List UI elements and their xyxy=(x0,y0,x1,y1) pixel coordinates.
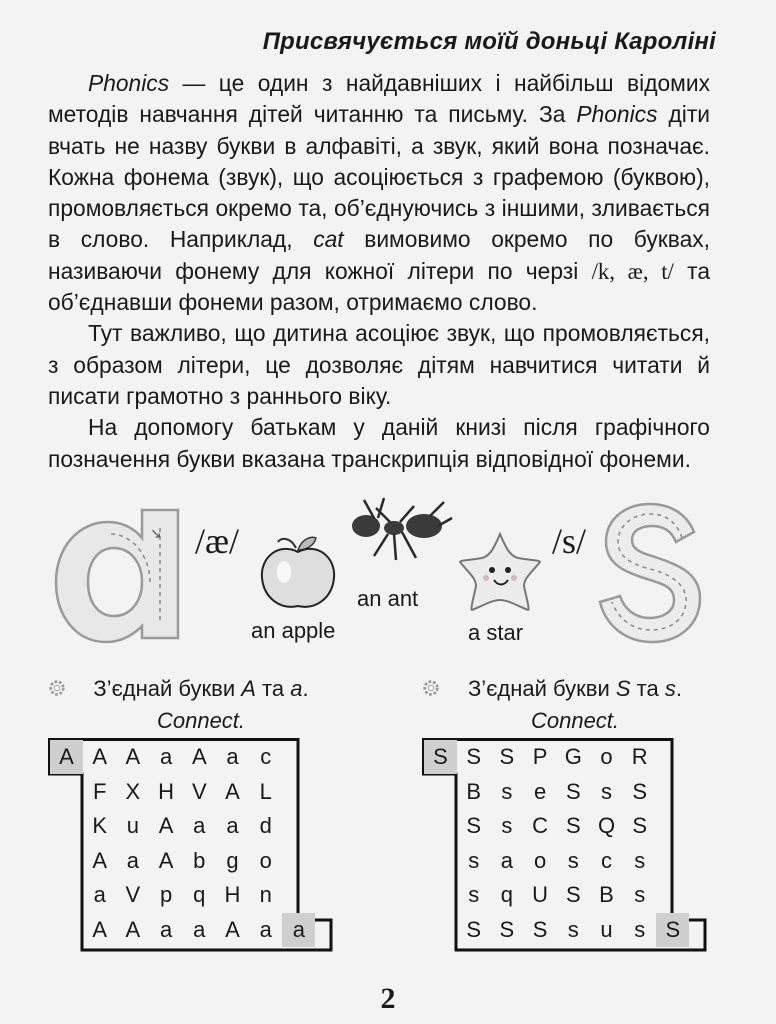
phonics-term: Phonics xyxy=(88,70,170,96)
grid-cell[interactable]: a xyxy=(259,916,272,942)
grid-cell[interactable]: V xyxy=(191,778,207,804)
grid-cell[interactable]: H xyxy=(224,882,241,907)
intro-text xyxy=(48,68,710,475)
grid-cell[interactable]: S xyxy=(565,778,581,804)
grid-cell[interactable]: S xyxy=(532,916,548,942)
phonics-term: Phonics xyxy=(576,101,658,128)
grid-cell[interactable]: s xyxy=(567,847,579,873)
grid-cell[interactable]: F xyxy=(92,778,107,804)
grid-cell[interactable]: s xyxy=(501,813,513,838)
grid-cell[interactable]: s xyxy=(567,916,579,942)
grid-cell[interactable]: c xyxy=(601,847,612,873)
grid-cell[interactable]: a xyxy=(226,813,239,838)
grid-cell[interactable]: A xyxy=(225,778,240,804)
p1-text-h: та об’єднавши фонеми разом, отримаємо слово. xyxy=(48,257,711,316)
grid-cell[interactable]: Q xyxy=(597,813,616,838)
task-right-letter1: S xyxy=(615,676,631,701)
grid-cell[interactable]: s xyxy=(468,882,480,907)
grid-cell[interactable]: s xyxy=(634,882,646,907)
grid-cell[interactable]: S xyxy=(499,744,515,769)
p1-text-f: вимовимо окремо по буквах, називаючи фонему для кожної літери по черзі xyxy=(48,226,711,284)
grid-cell[interactable]: A xyxy=(50,740,83,774)
grid-cell[interactable]: P xyxy=(532,744,548,769)
grid-cell[interactable]: a xyxy=(193,813,206,838)
grid-cell[interactable]: n xyxy=(259,882,272,907)
phoneme-a: /æ/ xyxy=(195,521,240,561)
letter-a-tracing-icon xyxy=(50,498,190,648)
grid-cell[interactable]: c xyxy=(260,744,272,769)
task-left xyxy=(76,676,326,734)
grid-cell[interactable]: e xyxy=(533,778,547,804)
example-word: cat xyxy=(313,226,344,253)
grid-cell[interactable]: p xyxy=(159,882,173,907)
grid-cell[interactable]: o xyxy=(600,744,613,769)
grid-cell[interactable]: q xyxy=(193,882,206,907)
letter-grid-a xyxy=(48,738,333,952)
grid-cell[interactable]: A xyxy=(158,847,174,873)
grid-cell[interactable]: a xyxy=(226,744,239,769)
illustration-row xyxy=(0,490,776,670)
grid-cell[interactable]: S xyxy=(466,916,482,942)
grid-cell[interactable]: u xyxy=(126,813,140,838)
grid-cell[interactable]: B xyxy=(599,882,614,907)
grid-cell[interactable]: d xyxy=(259,813,272,838)
grid-cell[interactable]: B xyxy=(466,778,482,804)
grid-cell[interactable]: S xyxy=(499,916,515,942)
ant-icon xyxy=(344,496,454,566)
task-right-connect: Connect. xyxy=(530,708,620,733)
page-number: 2 xyxy=(380,982,396,1015)
task-right-prefix: З’єднай букви xyxy=(468,676,616,701)
grid-cell[interactable]: s xyxy=(501,778,513,804)
grid-cell[interactable]: L xyxy=(259,778,272,804)
task-left-prefix: З’єднай букви xyxy=(93,676,242,701)
gear-bullet-icon xyxy=(422,679,440,697)
grid-cell[interactable]: S xyxy=(466,813,482,838)
grid-cell[interactable]: g xyxy=(226,847,239,873)
task-left-letter1: A xyxy=(241,676,256,701)
grid-cell[interactable]: A xyxy=(92,847,108,873)
grid-cell[interactable]: V xyxy=(125,882,141,907)
grid-cell[interactable]: H xyxy=(158,778,175,804)
grid-cell[interactable]: C xyxy=(532,813,549,838)
label-ant: an ant xyxy=(357,586,419,611)
grid-cell[interactable]: s xyxy=(601,778,612,804)
grid-cell[interactable]: q xyxy=(500,882,514,907)
grid-cell[interactable]: S xyxy=(632,778,648,804)
grid-cell[interactable]: A xyxy=(92,916,108,942)
paragraph-3: На допомогу батькам у даній книзі після графічного позначення букви вказана транскрипція відповідної фонеми. xyxy=(48,414,710,472)
grid-cell[interactable]: s xyxy=(634,847,646,873)
grid-cell[interactable]: s xyxy=(468,847,480,873)
task-left-suffix: . xyxy=(302,676,309,701)
grid-cell[interactable]: A xyxy=(125,744,141,769)
svg-text:↘: ↘ xyxy=(150,525,162,541)
grid-cell[interactable]: S xyxy=(466,744,482,769)
phoneme-s: /s/ xyxy=(552,521,587,561)
grid-cell[interactable]: a xyxy=(93,882,106,907)
task-right xyxy=(450,676,700,734)
grid-cell[interactable]: K xyxy=(92,813,108,838)
grid-cell[interactable]: s xyxy=(634,916,646,942)
grid-cell[interactable]: o xyxy=(533,847,547,873)
grid-cell[interactable]: S xyxy=(632,813,648,838)
grid-cell[interactable]: u xyxy=(600,916,613,942)
grid-cell[interactable]: S xyxy=(565,813,581,838)
task-left-mid: та xyxy=(255,676,291,701)
grid-cell[interactable]: S xyxy=(656,913,689,947)
grid-cell[interactable]: a xyxy=(500,847,514,873)
transcription: /k, æ, t/ xyxy=(591,258,674,284)
grid-cell[interactable]: o xyxy=(259,847,272,873)
label-apple: an apple xyxy=(251,618,336,643)
grid-cell[interactable]: a xyxy=(282,913,315,947)
apple-icon xyxy=(258,534,338,612)
task-right-letter2: s xyxy=(664,676,676,701)
task-right-suffix: . xyxy=(675,676,682,701)
task-right-mid: та xyxy=(630,676,665,701)
task-left-letter2: a xyxy=(290,676,303,701)
grid-cell[interactable]: R xyxy=(631,744,648,769)
letter-grid-s xyxy=(422,738,707,952)
grid-cell[interactable]: a xyxy=(193,916,206,942)
grid-cell[interactable]: A xyxy=(225,916,240,942)
grid-cell[interactable]: A xyxy=(125,916,141,942)
letter-s-tracing-icon xyxy=(594,498,706,648)
paragraph-2: Тут важливо, що дитина асоціює звук, що промовляється, з образом літери, це дозволяє дітям навчитися читати й писати грамотно з раннього віку. xyxy=(48,320,710,409)
task-left-connect: Connect. xyxy=(156,708,246,733)
label-star: a star xyxy=(468,620,524,645)
grid-cell[interactable]: a xyxy=(159,916,173,942)
gear-bullet-icon xyxy=(48,679,66,697)
grid-cell[interactable]: a xyxy=(159,744,173,769)
grid-cell[interactable]: S xyxy=(424,740,457,774)
grid-cell[interactable]: A xyxy=(158,813,174,838)
grid-cell[interactable]: A xyxy=(92,744,108,769)
dedication-title: Присвячується моїй доньці Кароліні xyxy=(262,28,716,55)
grid-cell[interactable]: b xyxy=(193,847,206,873)
grid-cell[interactable]: a xyxy=(126,847,140,873)
grid-cell[interactable]: A xyxy=(191,744,207,769)
grid-cell[interactable]: G xyxy=(564,744,582,769)
grid-cell[interactable]: X xyxy=(125,778,141,804)
grid-cell[interactable]: S xyxy=(565,882,581,907)
grid-cell[interactable]: U xyxy=(532,882,549,907)
paragraph-1 xyxy=(48,68,710,318)
p1-text-b: — це один з найдавніших і найбільш відомих методів навчання дітей читанню та письму. За xyxy=(48,70,710,128)
p1-text-d: діти вчать не назву букви в алфавіті, а звук, який вона позначає. Кожна фонема (звук), що асоціюється з графемою (буквою), промовляється окремо та, об’єднуючись з іншими, зливається в слово. Наприклад, xyxy=(48,101,710,253)
star-icon xyxy=(456,530,544,614)
